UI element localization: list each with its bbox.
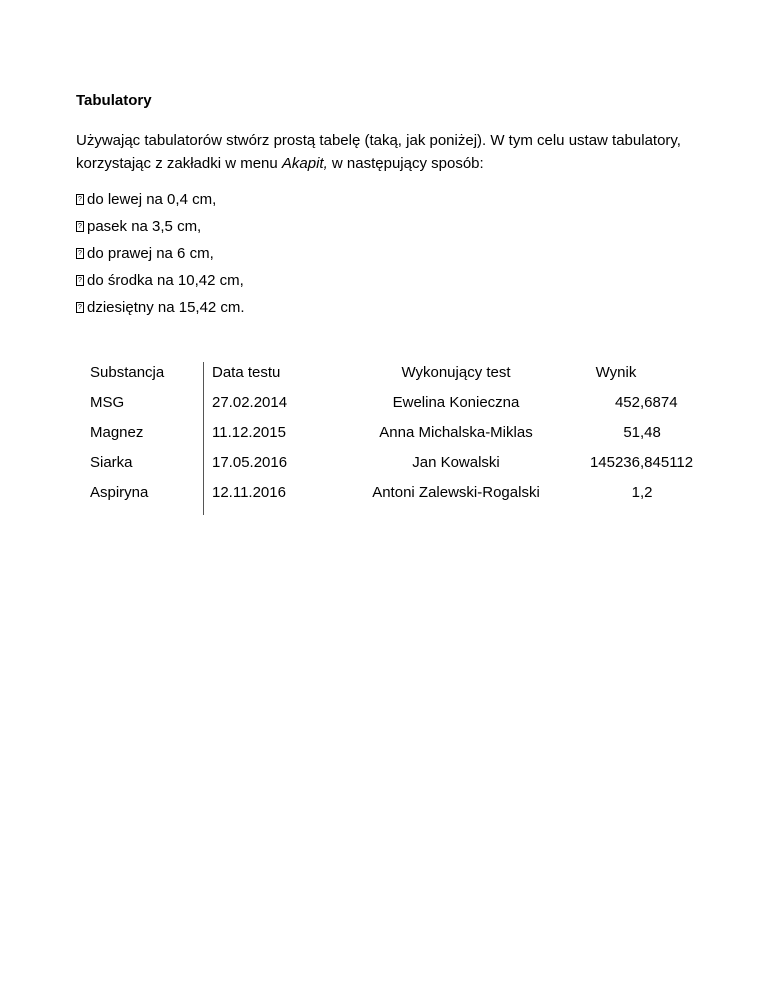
intro-paragraph xyxy=(76,129,716,175)
cell-tester: Ewelina Konieczna xyxy=(392,394,520,411)
header-date: Data testu xyxy=(212,364,281,381)
cell-tester: Anna Michalska-Miklas xyxy=(379,424,533,441)
list-item xyxy=(76,186,245,213)
cell-result-fraction: ,6874 xyxy=(640,394,678,411)
cell-substance: Magnez xyxy=(90,424,144,441)
cell-substance: Siarka xyxy=(90,454,133,471)
cell-date: 27.02.2014 xyxy=(212,394,288,411)
cell-result-fraction: ,845112 xyxy=(640,454,694,471)
missing-glyph-icon xyxy=(76,221,84,232)
list-item-text: do środka na 10,42 cm, xyxy=(87,272,244,289)
header-substance: Substancja xyxy=(90,364,165,381)
table-row xyxy=(0,448,768,478)
list-item xyxy=(76,213,245,240)
cell-date: 11.12.2015 xyxy=(212,424,286,441)
list-item-text: dziesiętny na 15,42 cm. xyxy=(87,299,245,316)
list-item xyxy=(76,240,245,267)
section-heading: Tabulatory xyxy=(76,92,152,109)
list-item xyxy=(76,294,245,321)
cell-result-fraction: ,48 xyxy=(640,424,661,441)
list-item-text: pasek na 3,5 cm, xyxy=(87,218,202,235)
cell-result-integer: 51 xyxy=(623,424,640,441)
list-item-text: do prawej na 6 cm, xyxy=(87,245,214,262)
table-row xyxy=(0,418,768,448)
cell-result-fraction: ,2 xyxy=(640,484,653,501)
cell-date: 12.11.2016 xyxy=(212,484,286,501)
cell-result-integer: 1 xyxy=(631,484,640,501)
tab-settings-list xyxy=(76,186,245,321)
cell-tester: Antoni Zalewski-Rogalski xyxy=(372,484,540,501)
missing-glyph-icon xyxy=(76,275,84,286)
missing-glyph-icon xyxy=(76,248,84,259)
cell-substance: Aspiryna xyxy=(90,484,149,501)
header-result: Wynik xyxy=(595,364,637,381)
cell-result-integer: 452 xyxy=(614,394,640,411)
table-header-row xyxy=(0,358,768,388)
list-item xyxy=(76,267,245,294)
intro-text-end: w następujący sposób: xyxy=(327,155,484,172)
missing-glyph-icon xyxy=(76,302,84,313)
table-row xyxy=(0,478,768,508)
missing-glyph-icon xyxy=(76,194,84,205)
cell-date: 17.05.2016 xyxy=(212,454,288,471)
list-item-text: do lewej na 0,4 cm, xyxy=(87,191,217,208)
tab-table xyxy=(0,358,768,508)
cell-tester: Jan Kowalski xyxy=(412,454,500,471)
intro-menu-name: Akapit, xyxy=(281,155,328,172)
table-row xyxy=(0,388,768,418)
cell-result-integer: 145236 xyxy=(589,454,640,471)
intro-text-start: Używając tabulatorów stwórz prostą tabelę (taką, jak poniżej). W tym celu ustaw tabulatory, korzystając z zakładki w menu xyxy=(76,132,681,172)
cell-substance: MSG xyxy=(90,394,125,411)
header-tester: Wykonujący test xyxy=(401,364,511,381)
